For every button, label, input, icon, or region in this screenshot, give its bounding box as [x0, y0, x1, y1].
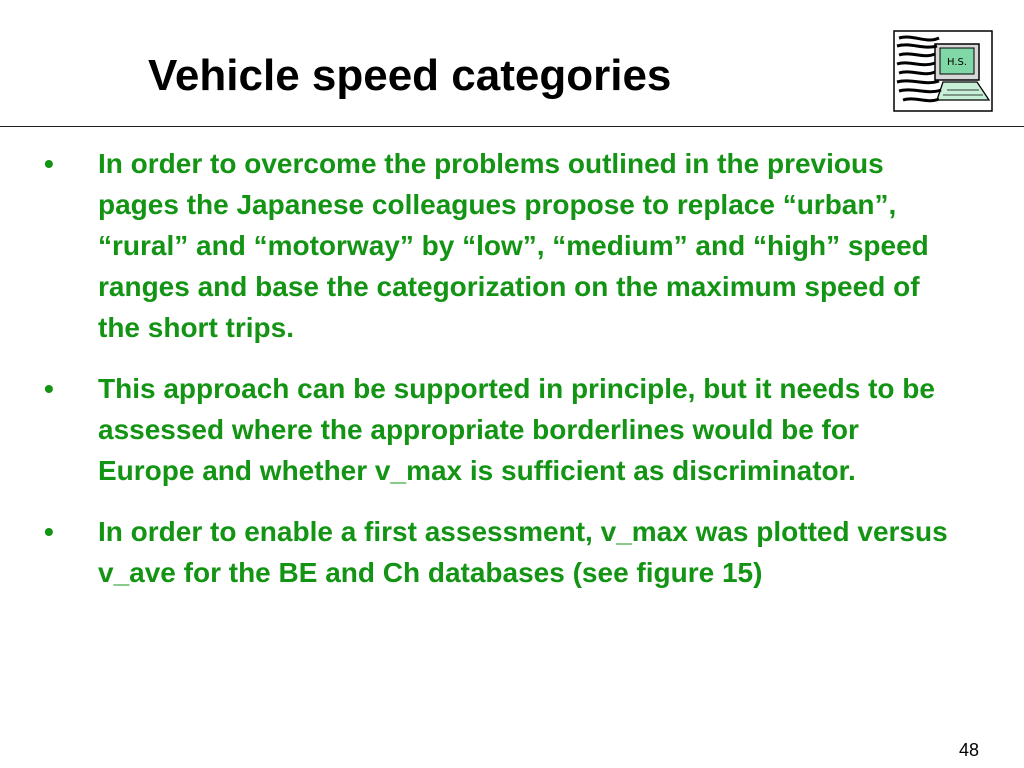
bullet-item — [40, 368, 960, 491]
computer-logo-icon — [893, 30, 993, 112]
logo-text: H.S. — [946, 57, 968, 68]
bullet-item — [40, 511, 960, 593]
bullet-text: In order to overcome the problems outlined in the previous pages the Japanese colleagues propose to replace “urban”, “rural” and “motorway” by “low”, “medium” and “high” speed ranges and base the categorization on the maximum speed of the short trips. — [98, 148, 929, 343]
bullet-marker: • — [44, 516, 54, 547]
page-number: 48 — [958, 740, 979, 760]
bullet-item — [40, 143, 960, 348]
bullet-text: This approach can be supported in principle, but it needs to be assessed where the appropriate borderlines would be for Europe and whether v_max is sufficient as discriminator. — [98, 373, 935, 486]
title-divider — [0, 126, 1024, 127]
bullet-marker: • — [44, 373, 54, 404]
bullet-text: In order to enable a first assessment, v_max was plotted versus v_ave for the BE and Ch databases (see figure 15) — [98, 516, 948, 588]
bullet-marker: • — [44, 148, 54, 179]
slide-title: Vehicle speed categories — [148, 51, 672, 100]
bullet-list — [40, 143, 960, 613]
